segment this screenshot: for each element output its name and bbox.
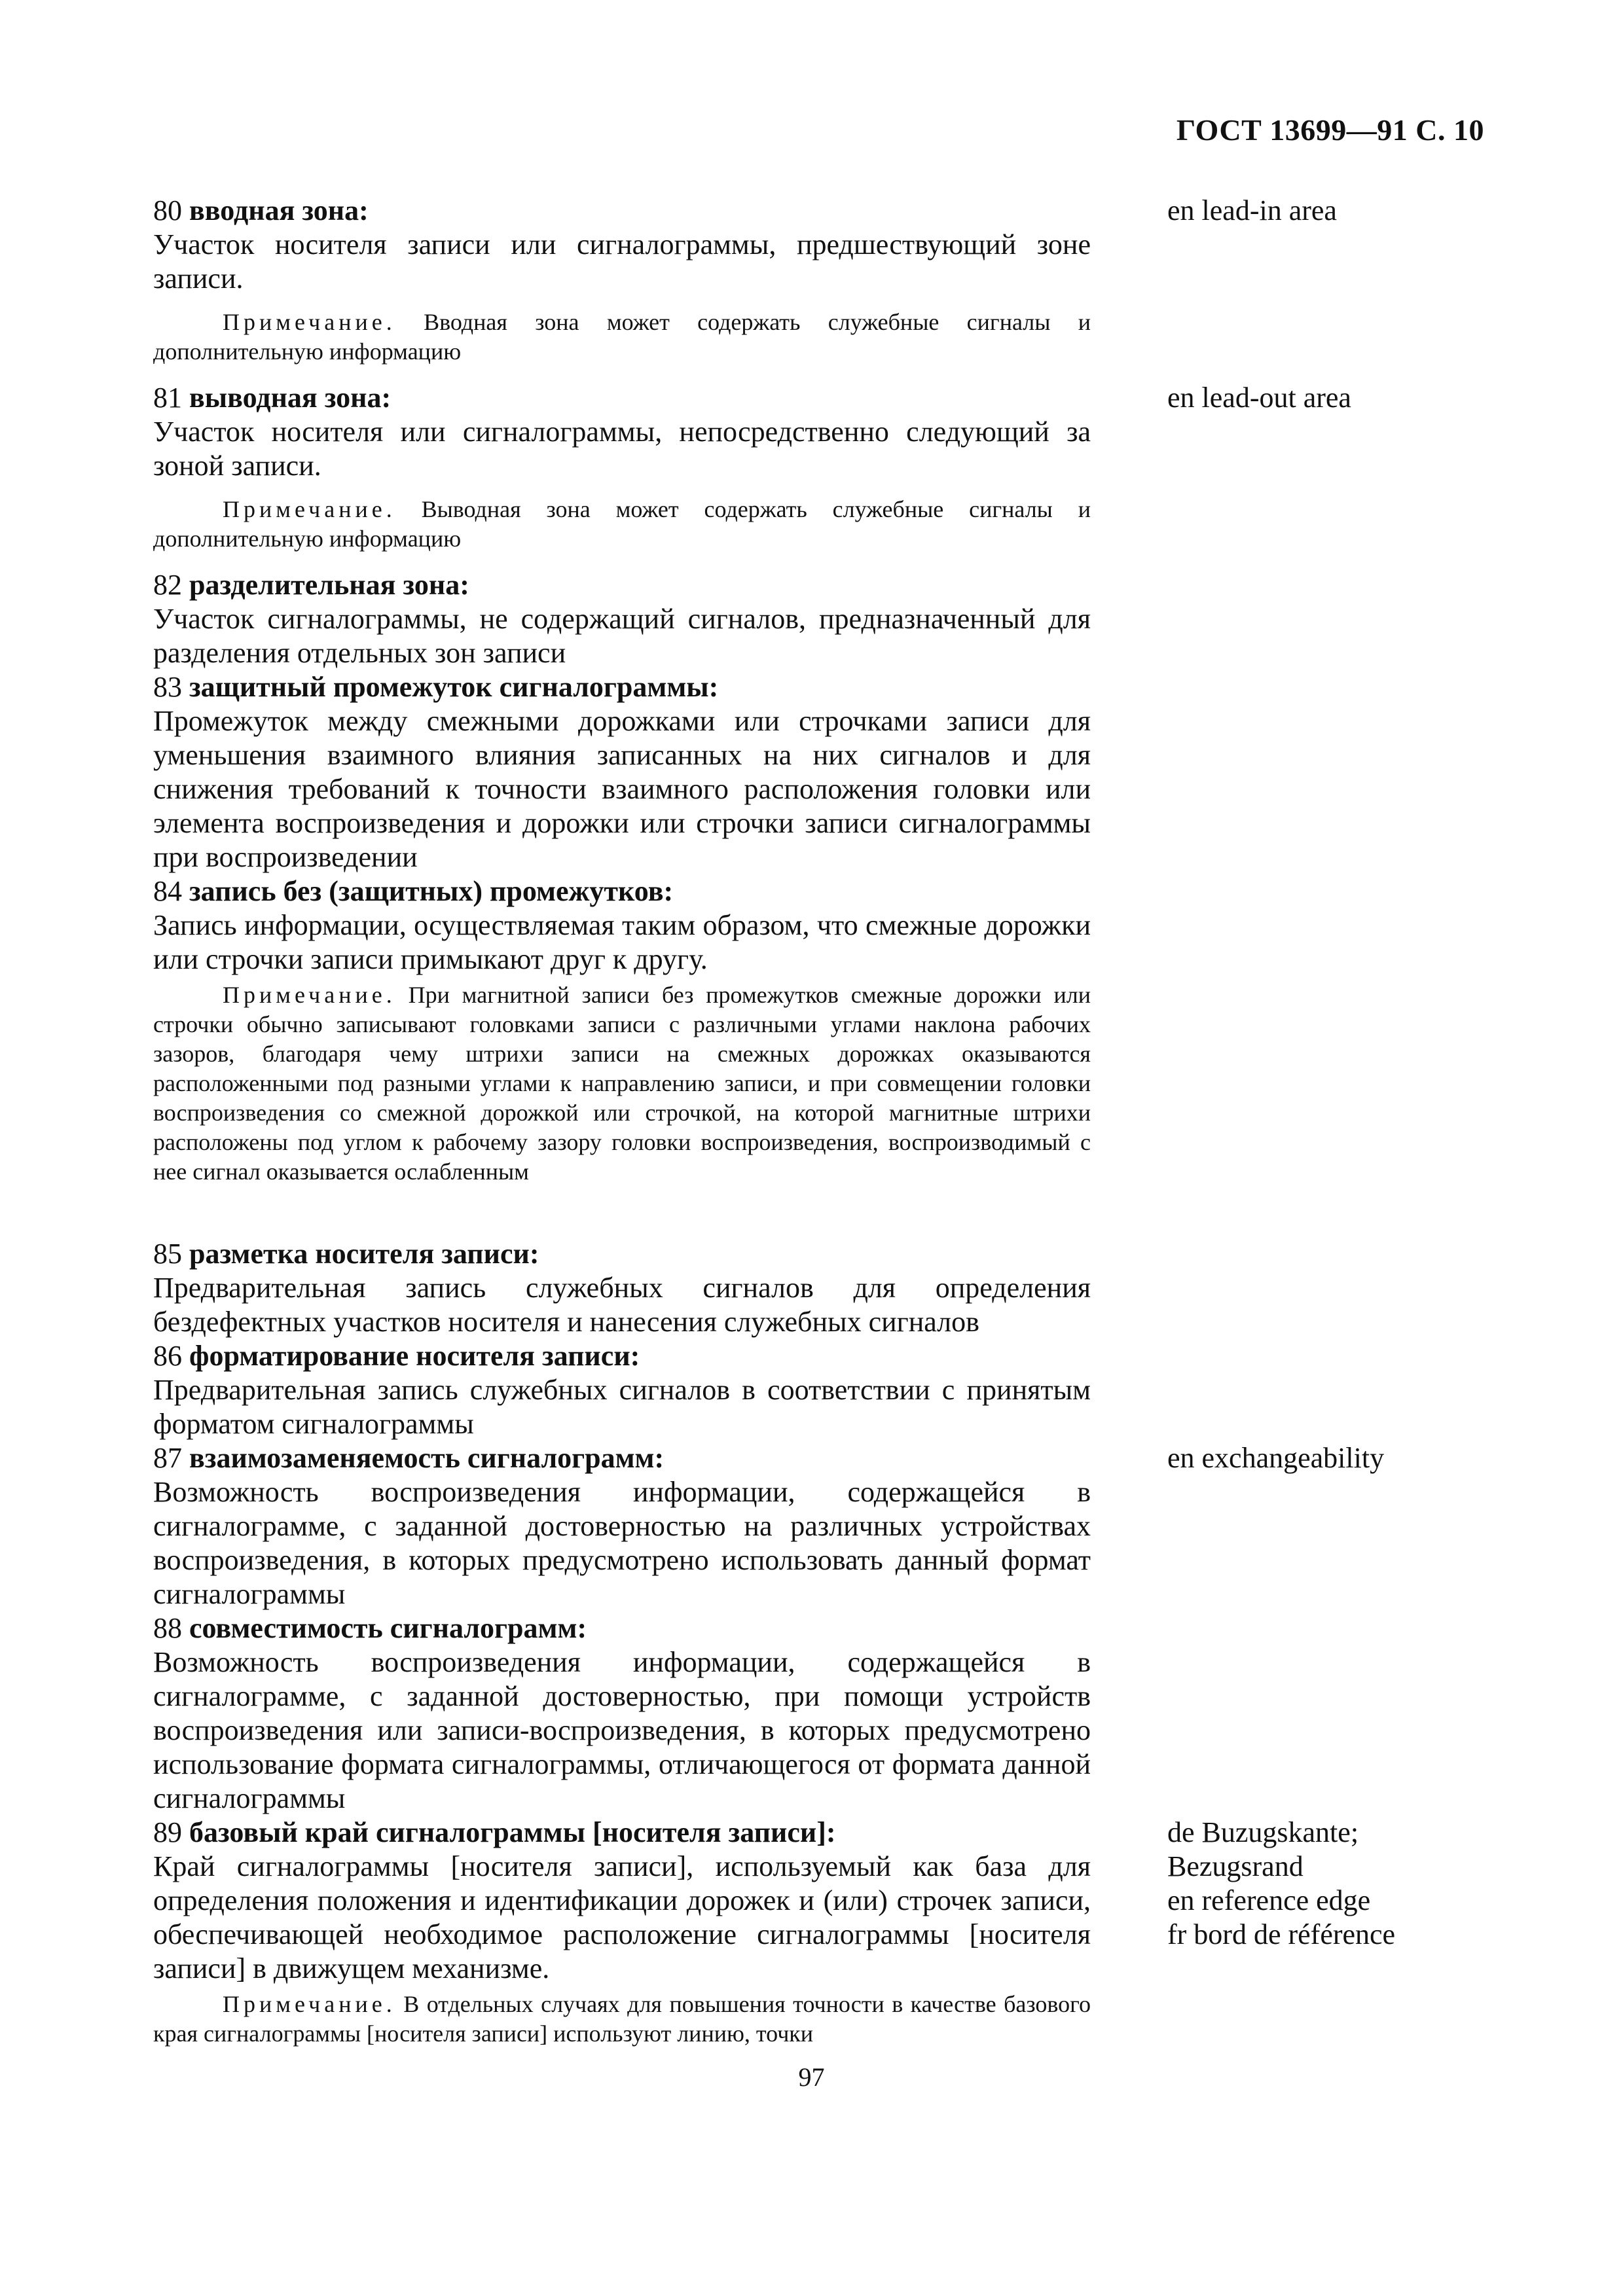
note-text: Вводная зона может содержать служебные сигналы и дополнительную информацию	[153, 309, 1091, 365]
term-definition: Предварительная запись служебных сигналов в соответствии с принятым форматом сигналограммы	[153, 1374, 1091, 1440]
term-89	[153, 1816, 1091, 1986]
term-87-equivalents	[1167, 1441, 1508, 1475]
equivalent-term: fr bord de référence	[1167, 1918, 1396, 1950]
term-87	[153, 1441, 1091, 1611]
term-name: форматирование носителя записи:	[189, 1340, 640, 1372]
note-label: Примечание.	[223, 1991, 396, 2017]
term-number: 84	[153, 875, 182, 907]
term-89-equivalents	[1167, 1816, 1508, 1952]
term-name: взаимозаменяемость сигналограмм:	[189, 1442, 665, 1474]
term-name: базовый край сигналограммы [носителя записи]:	[189, 1816, 836, 1848]
term-81	[153, 381, 1091, 483]
equivalent-term: en lead-out area	[1167, 382, 1351, 414]
term-82	[153, 568, 1091, 670]
document-header: ГОСТ 13699—91 С. 10	[1176, 113, 1484, 147]
term-80-note	[153, 308, 1091, 367]
term-definition: Участок сигналограммы, не содержащий сигналов, предназначенный для разделения отдельных зон записи	[153, 603, 1091, 669]
term-84-note	[153, 980, 1091, 1187]
note-label: Примечание.	[223, 982, 396, 1008]
term-number: 85	[153, 1238, 182, 1270]
term-number: 83	[153, 671, 182, 703]
term-89-note	[153, 1990, 1091, 2049]
term-88	[153, 1611, 1091, 1816]
note-label: Примечание.	[223, 309, 396, 335]
term-80-equivalents	[1167, 194, 1508, 228]
term-83	[153, 670, 1091, 874]
note-text: При магнитной записи без промежутков смежные дорожки или строчки обычно записывают головками записи с различными углами наклона рабочих зазоров, благодаря чему штрихи записи на смежных дорожках оказываются расположенными под разными углами к направлению записи, и при совмещении головки воспроизведения со смежной дорожкой или строчкой, на которой магнитные штрихи расположены под углом к рабочему зазору головки воспроизведения, воспроизводимый с нее сигнал оказывается ослабленным	[153, 982, 1091, 1185]
term-definition: Возможность воспроизведения информации, содержащейся в сигналограмме, с заданной достоверностью на различных устройствах воспроизведения, в которых предусмотрено использовать данный формат сигналограммы	[153, 1476, 1091, 1610]
term-number: 88	[153, 1612, 182, 1644]
term-name: разделительная зона:	[189, 569, 469, 601]
term-definition: Промежуток между смежными дорожками или строчками записи для уменьшения взаимного влияния записанных на них сигналов и для снижения требований к точности взаимного расположения головки или элемента воспроизведения и дорожки или строчки записи сигналограммы при воспроизведении	[153, 705, 1091, 873]
equivalent-term: Bezugsrand	[1167, 1850, 1304, 1882]
term-definition: Участок носителя записи или сигналограммы, предшествующий зоне записи.	[153, 228, 1091, 295]
term-86	[153, 1339, 1091, 1441]
equivalent-term: de Buzugskante;	[1167, 1816, 1359, 1848]
term-number: 80	[153, 194, 182, 226]
term-definition: Край сигналограммы [носителя записи], используемый как база для определения положения и идентификации дорожек и (или) строчек записи, обеспечивающей необходимое расположение сигналограммы [носителя записи] в движущем механизме.	[153, 1850, 1091, 1984]
equivalent-term: en lead-in area	[1167, 194, 1337, 226]
equivalent-term: en reference edge	[1167, 1884, 1371, 1916]
term-number: 82	[153, 569, 182, 601]
term-name: защитный промежуток сигналограммы:	[189, 671, 719, 703]
term-name: совместимость сигналограмм:	[189, 1612, 587, 1644]
term-81-note	[153, 495, 1091, 554]
term-81-equivalents	[1167, 381, 1508, 415]
note-text: Выводная зона может содержать служебные сигналы и дополнительную информацию	[153, 496, 1091, 552]
term-name: запись без (защитных) промежутков:	[189, 875, 674, 907]
term-number: 86	[153, 1340, 182, 1372]
term-85	[153, 1237, 1091, 1339]
term-definition: Предварительная запись служебных сигналов для определения бездефектных участков носителя и нанесения служебных сигналов	[153, 1272, 1091, 1338]
term-definition: Возможность воспроизведения информации, содержащейся в сигналограмме, с заданной достоверностью, при помощи устройств воспроизведения или записи-воспроизведения, в которых предусмотрено использование формата сигналограммы, отличающегося от формата данной сигналограммы	[153, 1646, 1091, 1814]
term-name: разметка носителя записи:	[189, 1238, 539, 1270]
note-text: В отдельных случаях для повышения точности в качестве базового края сигналограммы [носителя записи] используют линию, точки	[153, 1991, 1091, 2047]
page-number: 97	[798, 2062, 825, 2092]
term-name: выводная зона:	[189, 382, 392, 414]
term-name: вводная зона:	[189, 194, 369, 226]
term-number: 87	[153, 1442, 182, 1474]
note-label: Примечание.	[223, 496, 396, 522]
term-definition: Участок носителя или сигналограммы, непосредственно следующий за зоной записи.	[153, 416, 1091, 482]
term-84	[153, 874, 1091, 977]
term-number: 89	[153, 1816, 182, 1848]
term-number: 81	[153, 382, 182, 414]
term-definition: Запись информации, осуществляемая таким образом, что смежные дорожки или строчки записи примыкают друг к другу.	[153, 909, 1091, 975]
term-80	[153, 194, 1091, 296]
equivalent-term: en exchangeability	[1167, 1442, 1385, 1474]
